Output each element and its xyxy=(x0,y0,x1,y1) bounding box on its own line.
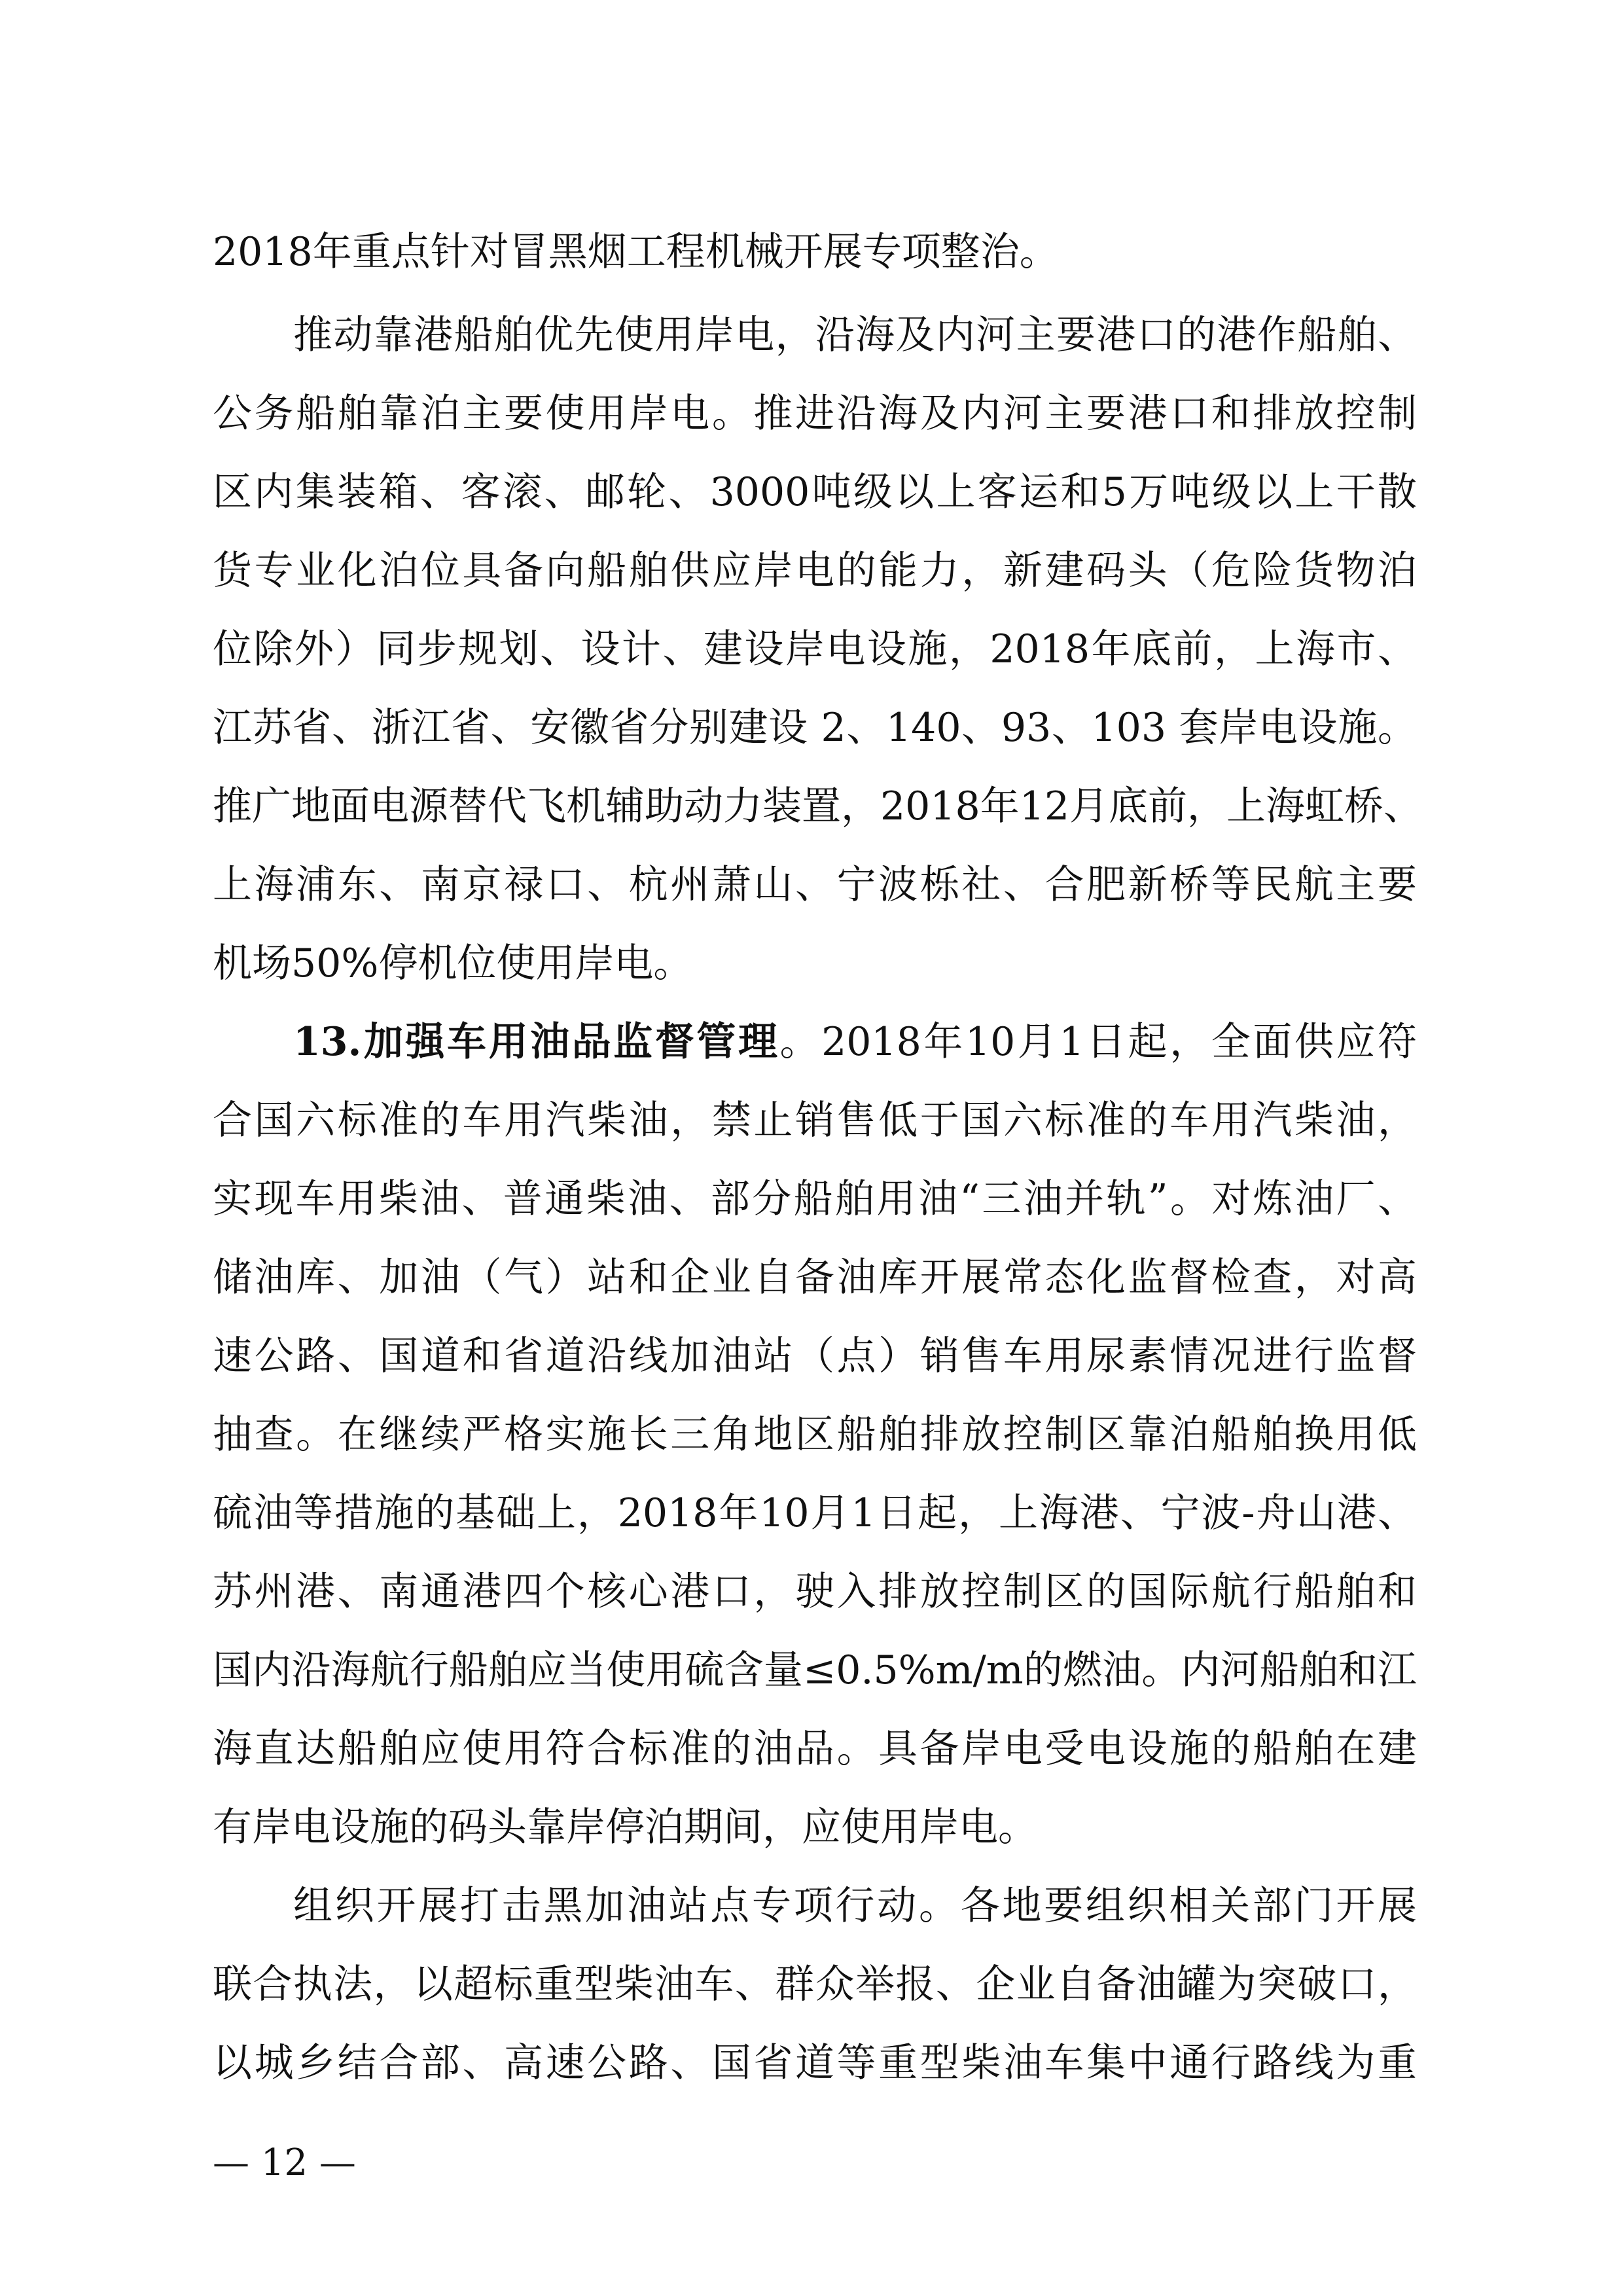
section-heading-line xyxy=(293,1006,1417,1078)
text-line: 货专业化泊位具备向船舶供应岸电的能力，新建码头（危险货物泊 xyxy=(213,548,1417,594)
text-line: 机场50%停机位使用岸电。 xyxy=(213,941,693,986)
text-line: 江苏省、浙江省、安徽省分别建设 2、140、93、103 套岸电设施。 xyxy=(213,705,1417,751)
text-line: 苏州港、南通港四个核心港口，驶入排放控制区的国际航行船舶和 xyxy=(213,1569,1417,1615)
text-line: 硫油等措施的基础上，2018年10月1日起，上海港、宁波-舟山港、 xyxy=(213,1490,1417,1536)
text-line: 有岸电设施的码头靠岸停泊期间，应使用岸电。 xyxy=(213,1804,1037,1850)
text-line: 合国六标准的车用汽柴油，禁止销售低于国六标准的车用汽柴油， xyxy=(213,1098,1417,1143)
text-line: 位除外）同步规划、设计、建设岸电设施，2018年底前，上海市、 xyxy=(213,626,1417,672)
text-line: 上海浦东、南京禄口、杭州萧山、宁波栎社、合肥新桥等民航主要 xyxy=(213,862,1417,908)
text-line: 抽查。在继续严格实施长三角地区船舶排放控制区靠泊船舶换用低 xyxy=(213,1412,1417,1458)
text-line: 联合执法，以超标重型柴油车、群众举报、企业自备油罐为突破口， xyxy=(213,1962,1417,2007)
text-line: 国内沿海航行船舶应当使用硫含量≤0.5%m/m的燃油。内河船舶和江 xyxy=(213,1647,1417,1693)
text-line: 储油库、加油（气）站和企业自备油库开展常态化监督检查，对高 xyxy=(213,1255,1417,1300)
text-line: 推动靠港船舶优先使用岸电，沿海及内河主要港口的港作船舶、 xyxy=(293,312,1417,358)
text-line: 以城乡结合部、高速公路、国省道等重型柴油车集中通行路线为重 xyxy=(213,2040,1417,2086)
text-line: 区内集装箱、客滚、邮轮、3000吨级以上客运和5万吨级以上干散 xyxy=(213,469,1417,515)
section-heading-rest: 。2018年10月1日起，全面供应符 xyxy=(779,1019,1418,1065)
text-line: 公务船舶靠泊主要使用岸电。推进沿海及内河主要港口和排放控制 xyxy=(213,391,1417,437)
page-number: — 12 — xyxy=(213,2142,356,2184)
text-line: 速公路、国道和省道沿线加油站（点）销售车用尿素情况进行监督 xyxy=(213,1333,1417,1379)
text-line: 推广地面电源替代飞机辅助动力装置，2018年12月底前，上海虹桥、 xyxy=(213,783,1423,829)
text-line: 海直达船舶应使用符合标准的油品。具备岸电受电设施的船舶在建 xyxy=(213,1726,1417,1772)
section-heading: 13.加强车用油品监督管理 xyxy=(293,1019,780,1065)
text-line: 实现车用柴油、普通柴油、部分船舶用油“三油并轨”。对炼油厂、 xyxy=(213,1176,1417,1222)
text-line: 2018年重点针对冒黑烟工程机械开展专项整治。 xyxy=(213,229,1059,275)
text-line: 组织开展打击黑加油站点专项行动。各地要组织相关部门开展 xyxy=(293,1883,1417,1929)
